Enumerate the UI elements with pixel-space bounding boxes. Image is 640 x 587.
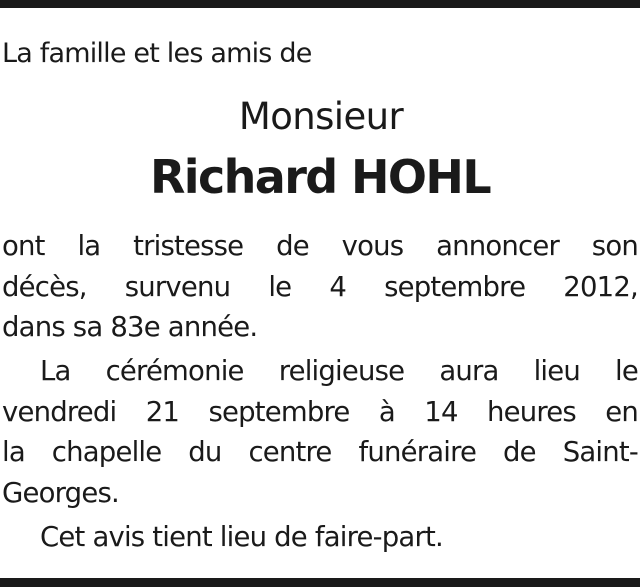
bottom-border-rule — [0, 578, 640, 587]
notice-intro: La famille et les amis de — [2, 38, 312, 69]
announcement-paragraph — [2, 226, 638, 348]
closing-paragraph — [2, 517, 638, 558]
deceased-name: Richard HOHL — [149, 150, 491, 204]
ceremony-paragraph — [2, 351, 638, 513]
paragraph-line: Georges. — [2, 476, 119, 509]
top-border-rule — [0, 0, 640, 8]
honorific-title: Monsieur — [238, 95, 404, 138]
paragraph-line: Cet avis tient lieu de faire-part. — [40, 521, 443, 553]
paragraph-line: ont la tristesse de vous annoncer son — [2, 230, 638, 262]
paragraph-line: vendredi 21 septembre à 14 heures en — [2, 395, 638, 428]
paragraph-line: la chapelle du centre funéraire de Saint- — [2, 436, 638, 468]
paragraph-line: La cérémonie religieuse aura lieu le — [40, 355, 638, 387]
paragraph-line: décès, survenu le 4 septembre 2012, — [2, 270, 638, 303]
paragraph-line: dans sa 83e année. — [2, 311, 258, 343]
